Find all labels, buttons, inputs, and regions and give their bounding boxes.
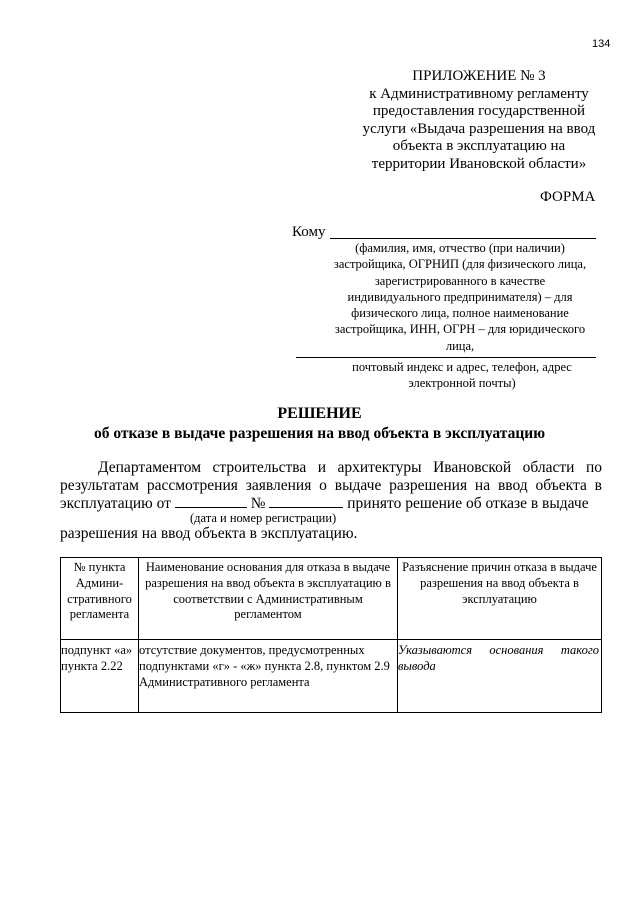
application-date-field[interactable] <box>175 494 247 508</box>
recipient-hint-line: (фамилия, имя, отчество (при наличии) <box>355 241 565 255</box>
header-explanation: Разъяснение причин отказа в выдаче разрешения на ввод объекта в эксплуатацию <box>398 558 602 640</box>
recipient-hint-line: физического лица, полное наименование <box>351 306 569 321</box>
number-sign: № <box>250 495 266 512</box>
body-line-1: Департаментом строительства и архитектуры Ивановской области по <box>98 459 602 476</box>
recipient-label: Кому <box>292 224 326 240</box>
appendix-line: к Административному регламенту <box>369 85 589 102</box>
application-number-field[interactable] <box>269 494 343 508</box>
decision-title: РЕШЕНИЕ <box>277 405 362 422</box>
body-line-3-start: эксплуатацию от <box>60 495 171 512</box>
refusal-reasons-table <box>60 557 602 713</box>
table-row <box>61 640 602 713</box>
recipient-hint-line: застройщика, ИНН, ОГРН – для юридического <box>334 322 586 337</box>
form-label: ФОРМА <box>540 189 596 205</box>
recipient-field[interactable] <box>330 238 596 239</box>
cell-basis: отсутствие документов, предусмотренных подпунктами «г» - «ж» пункта 2.8, пунктом 2.9 Административного регламента <box>139 640 398 713</box>
address-field[interactable] <box>296 357 596 358</box>
explanation-line: вывода <box>398 658 436 673</box>
address-hint <box>340 359 584 392</box>
table-header-row <box>61 558 602 640</box>
body-line-3-end: принято решение об отказе в выдаче <box>347 495 589 512</box>
recipient-hint <box>325 240 595 354</box>
body-line-2: результатам рассмотрения заявления о выдаче разрешения на ввод объекта в <box>60 477 602 494</box>
appendix-line: услуги «Выдача разрешения на ввод <box>362 120 596 137</box>
appendix-line: объекта в эксплуатацию на <box>392 138 566 154</box>
address-hint-line: почтовый индекс и адрес, телефон, адрес <box>352 360 572 374</box>
cell-explanation <box>398 640 602 713</box>
explanation-line: Указываются основания такого <box>398 643 599 657</box>
header-item-number: № пункта Админи-стративного регламента <box>61 558 139 640</box>
header-basis: Наименование основания для отказа в выдаче разрешения на ввод объекта в эксплуатацию в соответствии с Административным регламентом <box>139 558 398 640</box>
appendix-header <box>350 68 608 173</box>
body-line-3 <box>60 494 589 513</box>
decision-subtitle: об отказе в выдаче разрешения на ввод объекта в эксплуатацию <box>93 425 546 442</box>
appendix-line: ПРИЛОЖЕНИЕ № 3 <box>412 68 546 84</box>
appendix-line: предоставления государственной <box>372 103 586 119</box>
recipient-hint-line: индивидуального предпринимателя) – для <box>347 289 573 304</box>
body-line-4: разрешения на ввод объекта в эксплуатацию. <box>60 525 358 542</box>
appendix-line: территории Ивановской области» <box>371 155 587 172</box>
address-hint-line: электронной почты) <box>408 376 516 391</box>
recipient-hint-line: зарегистрированного в качестве <box>374 273 546 288</box>
recipient-hint-line: застройщика, ОГРНИП (для физического лица, <box>333 257 587 272</box>
recipient-hint-line: лица, <box>445 338 475 353</box>
cell-item-number: подпункт «а» пункта 2.22 <box>61 640 139 713</box>
registration-hint: (дата и номер регистрации) <box>190 511 337 525</box>
page-number: 134 <box>592 38 611 50</box>
